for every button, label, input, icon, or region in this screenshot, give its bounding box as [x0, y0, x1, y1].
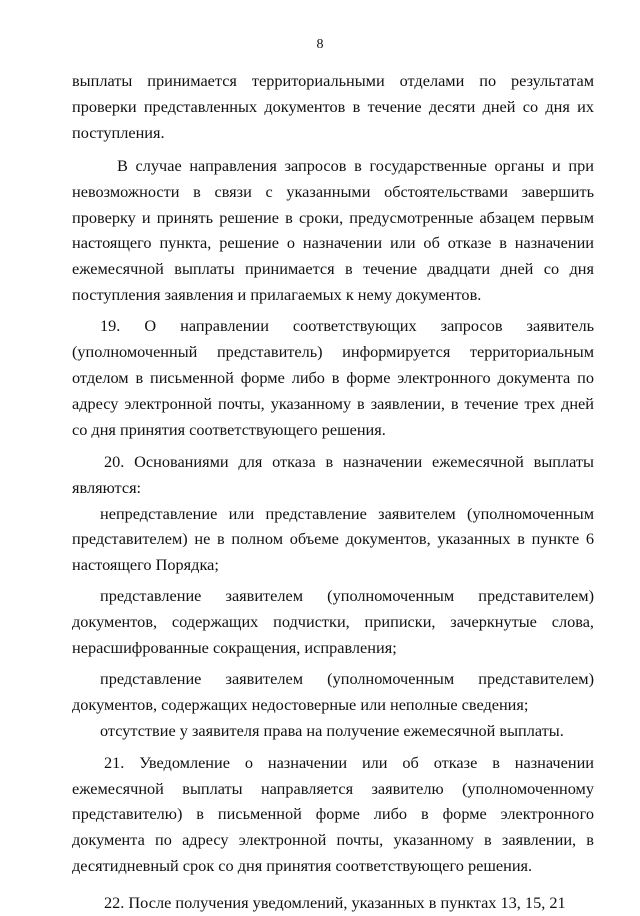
paragraph-requests-deadline: В случае направления запросов в государственные органы и при невозможности в связи с указанными обстоятельствами завершить проверку и принять решение в сроки, предусмотренные абзацем первым настоящего пункта, решение о назначении или об отказе в назначении ежемесячной выплаты принимается в течение двадцати дней со дня поступления заявления и прилагаемых к нему документов. [72, 155, 594, 305]
list-item-no-right: отсутствие у заявителя права на получение ежемесячной выплаты. [100, 720, 564, 740]
list-item-non-submission: непредставление или представление заявителем (уполномоченным представителем) не в полном объеме документов, указанных в пункте 6 настоящего Порядка; [72, 503, 594, 575]
paragraph-21: 21. Уведомление о назначении или об отказе в назначении ежемесячной выплаты направляется заявителю (уполномоченному представителю) в письменной форме либо в форме электронного документа по адресу электронной почты, указанному в заявлении, в десятидневный срок со дня принятия соответствующего решения. [72, 752, 594, 876]
document-body [72, 68, 594, 916]
paragraph-continuation: выплаты принимается территориальными отделами по результатам проверки представленных документов в течение десяти дней со дня их поступления. [72, 71, 594, 142]
paragraph-20: 20. Основаниями для отказа в назначении ежемесячной выплаты являются: [72, 451, 594, 497]
paragraph-22: 22. После получения уведомлений, указанных в пунктах 13, 15, 21 [104, 893, 566, 913]
list-item-unreliable-data: представление заявителем (уполномоченным представителем) документов, содержащих недостоверные или неполные сведения; [72, 668, 594, 714]
page-number: 8 [316, 37, 324, 52]
list-item-corrections: представление заявителем (уполномоченным представителем) документов, содержащих подчистки, приписки, зачеркнутые слова, нерасшифрованные сокращения, исправления; [72, 586, 594, 658]
paragraph-19: 19. О направлении соответствующих запросов заявитель (уполномоченный представитель) информируется территориальным отделом в письменной форме либо в форме электронного документа по адресу электронной почты, указанному в заявлении, в течение трех дней со дня принятия соответствующего решения. [72, 316, 594, 439]
